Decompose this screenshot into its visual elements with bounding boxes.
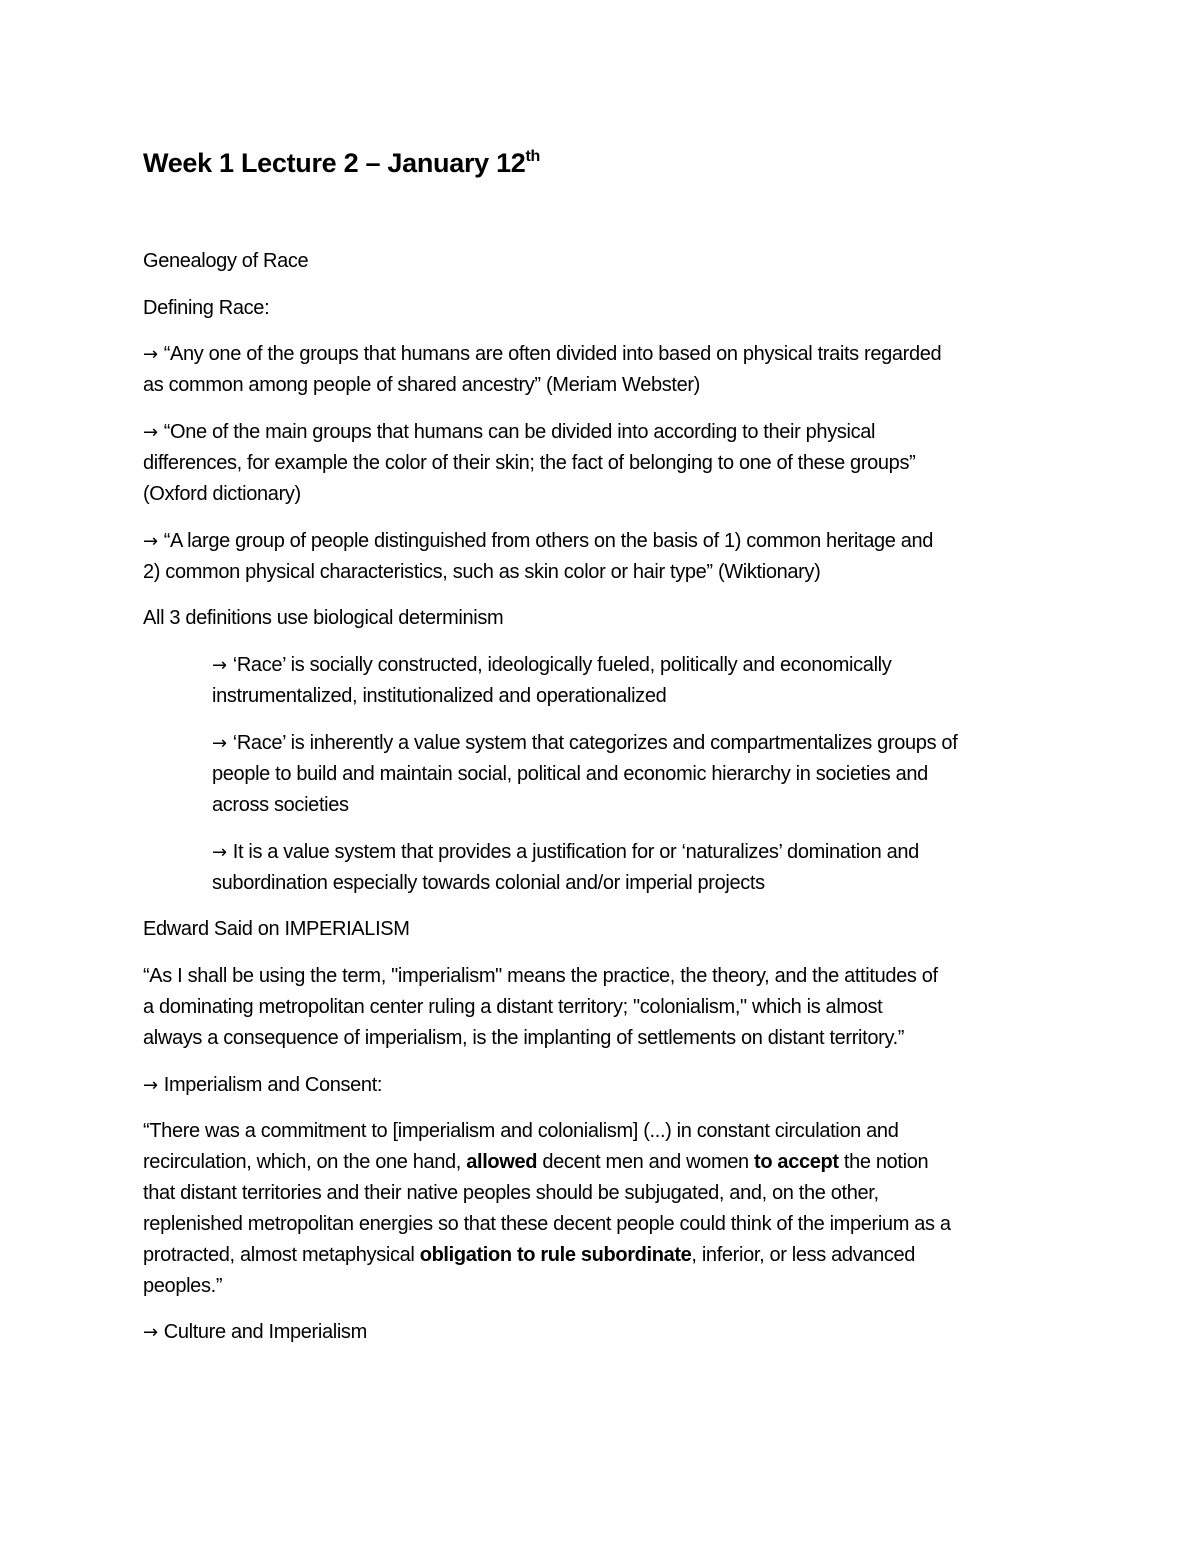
bold-obligation: obligation to rule subordinate — [419, 1244, 692, 1266]
arrow-icon: → — [143, 1322, 158, 1343]
bold-to-accept: to accept — [754, 1151, 839, 1173]
title-superscript: th — [525, 148, 541, 165]
consent-quote-line-3: that distant territories and their native peoples should be subjugated, and, on the other, — [143, 1182, 879, 1204]
arrow-icon: → — [143, 531, 158, 552]
definition-2-text-1: “One of the main groups that humans can be divided into according to their physical — [163, 421, 876, 443]
consent-quote-line-2-part-1: recirculation, which, on the one hand, — [143, 1151, 467, 1173]
subheading-defining-race: Defining Race: — [143, 297, 270, 319]
definition-1-text-1: “Any one of the groups that humans are often divided into based on physical traits regarded — [163, 343, 942, 365]
definition-1-line-1 — [143, 339, 941, 370]
sub-point-3-text-1: It is a value system that provides a justification for or ‘naturalizes’ domination and — [232, 841, 919, 863]
sub-point-2-line-2: people to build and maintain social, political and economic hierarchy in societies and — [212, 763, 928, 785]
consent-quote-line-5-part-1: protracted, almost metaphysical — [143, 1244, 420, 1266]
definition-3-line-2: 2) common physical characteristics, such as skin color or hair type” (Wiktionary) — [143, 561, 821, 583]
consent-quote-line-4: replenished metropolitan energies so that these decent people could think of the imperium as a — [143, 1213, 951, 1235]
sub-point-1-text-1: ‘Race’ is socially constructed, ideologically fueled, politically and economically — [232, 654, 892, 676]
page-title — [143, 143, 540, 183]
arrow-icon: → — [212, 655, 227, 676]
arrow-icon: → — [143, 1075, 158, 1096]
sub-point-1-line-2: instrumentalized, institutionalized and operationalized — [212, 685, 667, 707]
definition-1-line-2: as common among people of shared ancestry” (Meriam Webster) — [143, 374, 700, 396]
sub-point-2-line-1 — [212, 728, 957, 759]
consent-quote-line-1: “There was a commitment to [imperialism and colonialism] (...) in constant circulation and — [143, 1120, 899, 1142]
consent-quote-line-5-part-2: , inferior, or less advanced — [691, 1244, 916, 1266]
summary-line: All 3 definitions use biological determinism — [143, 607, 504, 629]
sub-point-1-line-1 — [212, 650, 891, 681]
sub-point-2-text-1: ‘Race’ is inherently a value system that categorizes and compartmentalizes groups of — [232, 732, 958, 754]
consent-quote-line-2-part-3: the notion — [838, 1151, 929, 1173]
sub-point-3-line-1 — [212, 837, 919, 868]
title-text: Week 1 Lecture 2 – January 12 — [143, 148, 526, 178]
section-heading-said: Edward Said on IMPERIALISM — [143, 918, 410, 940]
sub-point-3-line-2: subordination especially towards colonial and/or imperial projects — [212, 872, 765, 894]
definition-3-line-1 — [143, 526, 933, 557]
consent-quote-line-2-part-2: decent men and women — [537, 1151, 755, 1173]
bold-allowed: allowed — [466, 1151, 538, 1173]
culture-heading — [143, 1317, 367, 1348]
arrow-icon: → — [143, 344, 158, 365]
consent-quote-line-2 — [143, 1147, 928, 1178]
said-quote-line-3: always a consequence of imperialism, is the implanting of settlements on distant territory.” — [143, 1027, 905, 1049]
said-quote-line-1: “As I shall be using the term, "imperialism" means the practice, the theory, and the attitudes of — [143, 965, 938, 987]
section-heading-genealogy: Genealogy of Race — [143, 250, 309, 272]
consent-heading — [143, 1070, 382, 1101]
definition-2-line-2: differences, for example the color of their skin; the fact of belonging to one of these groups” — [143, 452, 916, 474]
sub-point-2-line-3: across societies — [212, 794, 349, 816]
arrow-icon: → — [143, 422, 158, 443]
consent-quote-line-6: peoples.” — [143, 1275, 223, 1297]
definition-2-line-3: (Oxford dictionary) — [143, 483, 301, 505]
definition-3-text-1: “A large group of people distinguished from others on the basis of 1) common heritage and — [163, 530, 934, 552]
consent-quote-line-5 — [143, 1240, 915, 1271]
consent-heading-text: Imperialism and Consent: — [163, 1074, 383, 1096]
said-quote-line-2: a dominating metropolitan center ruling a distant territory; "colonialism," which is almost — [143, 996, 883, 1018]
arrow-icon: → — [212, 733, 227, 754]
definition-2-line-1 — [143, 417, 875, 448]
arrow-icon: → — [212, 842, 227, 863]
culture-heading-text: Culture and Imperialism — [163, 1321, 367, 1343]
